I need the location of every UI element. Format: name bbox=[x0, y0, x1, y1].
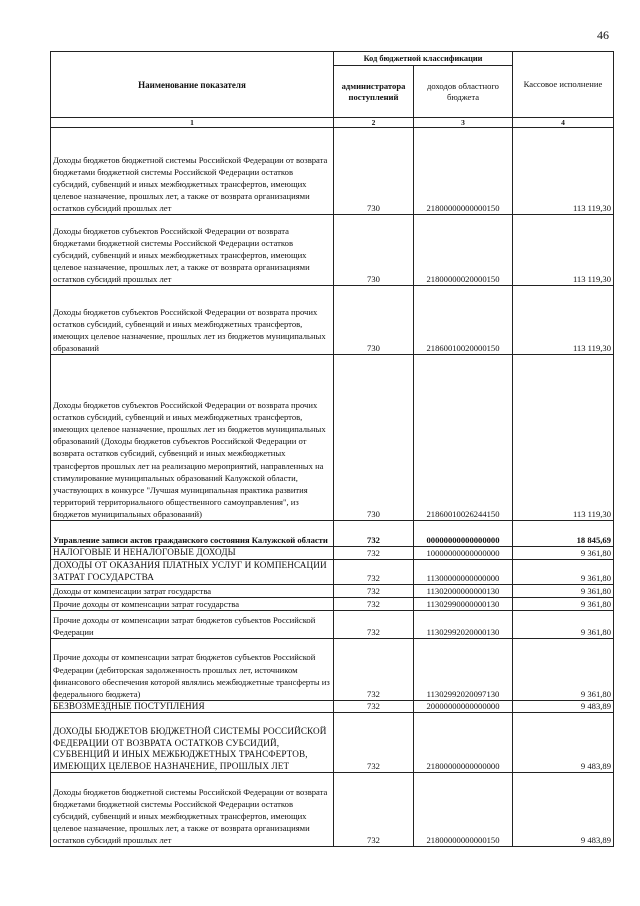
row-administrator-code: 730 bbox=[334, 286, 414, 355]
row-execution-amount: 113 119,30 bbox=[513, 355, 614, 521]
header-cash-execution: Кассовое исполнение bbox=[513, 52, 614, 118]
row-revenue-code: 11302990000000130 bbox=[414, 597, 513, 610]
column-number: 3 bbox=[414, 118, 513, 128]
header-budget-classification-code: Код бюджетной классификации bbox=[334, 52, 513, 66]
table-row bbox=[51, 286, 614, 355]
column-number: 1 bbox=[51, 118, 334, 128]
row-name: Прочие доходы от компенсации затрат бюджетов субъектов Российской Федерации bbox=[51, 610, 334, 638]
row-administrator-code: 732 bbox=[334, 773, 414, 847]
row-execution-amount: 113 119,30 bbox=[513, 215, 614, 286]
budget-execution-table bbox=[50, 51, 614, 847]
row-name: Доходы от компенсации затрат государства bbox=[51, 584, 334, 597]
table-row bbox=[51, 355, 614, 521]
row-administrator-code: 732 bbox=[334, 521, 414, 547]
row-revenue-code: 11302992020097130 bbox=[414, 638, 513, 700]
row-revenue-code: 10000000000000000 bbox=[414, 547, 513, 560]
row-name: Прочие доходы от компенсации затрат бюджетов субъектов Российской Федерации (дебиторская задолженность прошлых лет, источником финансового обеспечения которой являлись межбюджетные трансферты из федерального бюджета) bbox=[51, 638, 334, 700]
table-row bbox=[51, 713, 614, 773]
table-row bbox=[51, 559, 614, 584]
table-row bbox=[51, 128, 614, 215]
row-execution-amount: 9 483,89 bbox=[513, 713, 614, 773]
row-revenue-code: 11302000000000130 bbox=[414, 584, 513, 597]
row-administrator-code: 732 bbox=[334, 610, 414, 638]
row-administrator-code: 730 bbox=[334, 215, 414, 286]
table-row bbox=[51, 638, 614, 700]
row-administrator-code: 732 bbox=[334, 597, 414, 610]
row-execution-amount: 9 361,80 bbox=[513, 597, 614, 610]
row-revenue-code: 21800000000000150 bbox=[414, 773, 513, 847]
row-name: ДОХОДЫ БЮДЖЕТОВ БЮДЖЕТНОЙ СИСТЕМЫ РОССИЙСКОЙ ФЕДЕРАЦИИ ОТ ВОЗВРАТА ОСТАТКОВ СУБСИДИЙ, СУБВЕНЦИЙ И ИНЫХ МЕЖБЮДЖЕТНЫХ ТРАНСФЕРТОВ, ИМЕЮЩИХ ЦЕЛЕВОЕ НАЗНАЧЕНИЕ, ПРОШЛЫХ ЛЕТ bbox=[51, 713, 334, 773]
row-revenue-code: 21800000000000150 bbox=[414, 128, 513, 215]
table-row bbox=[51, 584, 614, 597]
column-number: 4 bbox=[513, 118, 614, 128]
header-regional-budget-revenue: доходов областного бюджета bbox=[414, 66, 513, 118]
row-execution-amount: 9 361,80 bbox=[513, 638, 614, 700]
row-administrator-code: 732 bbox=[334, 547, 414, 560]
row-revenue-code: 11300000000000000 bbox=[414, 559, 513, 584]
table-row bbox=[51, 597, 614, 610]
table-row bbox=[51, 521, 614, 547]
row-execution-amount: 113 119,30 bbox=[513, 286, 614, 355]
row-administrator-code: 732 bbox=[334, 559, 414, 584]
row-revenue-code: 21860010020000150 bbox=[414, 286, 513, 355]
row-name: Управление записи актов гражданского состояния Калужской области bbox=[51, 521, 334, 547]
row-name: БЕЗВОЗМЕЗДНЫЕ ПОСТУПЛЕНИЯ bbox=[51, 700, 334, 713]
table-row bbox=[51, 700, 614, 713]
row-administrator-code: 732 bbox=[334, 700, 414, 713]
table-row bbox=[51, 773, 614, 847]
row-revenue-code: 21800000020000150 bbox=[414, 215, 513, 286]
row-name: Доходы бюджетов субъектов Российской Федерации от возврата прочих остатков субсидий, субвенций и иных межбюджетных трансфертов, имеющих целевое назначение, прошлых лет из бюджетов муниципальных образований (Доходы бюджетов субъектов Российской Федерации от возврата остатков субсидий, субвенций и иных межбюджетных трансфертов прошлых лет на реализацию мероприятий, направленных на стимулирование муниципальных образований Калужской области, участвующих в конкурсе "Лучшая муниципальная практика развития территорий территориального общественного самоуправления", из бюджетов муниципальных образований) bbox=[51, 355, 334, 521]
row-execution-amount: 9 361,80 bbox=[513, 610, 614, 638]
row-administrator-code: 732 bbox=[334, 638, 414, 700]
row-execution-amount: 9 361,80 bbox=[513, 547, 614, 560]
row-name: ДОХОДЫ ОТ ОКАЗАНИЯ ПЛАТНЫХ УСЛУГ И КОМПЕНСАЦИИ ЗАТРАТ ГОСУДАРСТВА bbox=[51, 559, 334, 584]
row-revenue-code: 11302992020000130 bbox=[414, 610, 513, 638]
row-execution-amount: 9 361,80 bbox=[513, 559, 614, 584]
row-name: НАЛОГОВЫЕ И НЕНАЛОГОВЫЕ ДОХОДЫ bbox=[51, 547, 334, 560]
row-execution-amount: 9 483,89 bbox=[513, 700, 614, 713]
table-row bbox=[51, 610, 614, 638]
column-number: 2 bbox=[334, 118, 414, 128]
row-execution-amount: 9 361,80 bbox=[513, 584, 614, 597]
row-revenue-code: 20000000000000000 bbox=[414, 700, 513, 713]
row-name: Доходы бюджетов бюджетной системы Российской Федерации от возврата бюджетами бюджетной системы Российской Федерации остатков субсидий, субвенций и иных межбюджетных трансфертов, имеющих целевое назначение, прошлых лет, а также от возврата организациями остатков субсидий прошлых лет bbox=[51, 128, 334, 215]
row-execution-amount: 18 845,69 bbox=[513, 521, 614, 547]
row-name: Доходы бюджетов субъектов Российской Федерации от возврата прочих остатков субсидий, субвенций и иных межбюджетных трансфертов, имеющих целевое назначение, прошлых лет из бюджетов муниципальных образований bbox=[51, 286, 334, 355]
row-name: Прочие доходы от компенсации затрат государства bbox=[51, 597, 334, 610]
header-indicator-name: Наименование показателя bbox=[51, 52, 334, 118]
row-administrator-code: 730 bbox=[334, 128, 414, 215]
row-administrator-code: 730 bbox=[334, 355, 414, 521]
row-administrator-code: 732 bbox=[334, 713, 414, 773]
row-execution-amount: 113 119,30 bbox=[513, 128, 614, 215]
header-administrator: администратора поступлений bbox=[334, 66, 414, 118]
table-row bbox=[51, 215, 614, 286]
table-row bbox=[51, 547, 614, 560]
row-name: Доходы бюджетов субъектов Российской Федерации от возврата бюджетами бюджетной системы Российской Федерации остатков субсидий, субвенций и иных межбюджетных трансфертов, имеющих целевое назначение, прошлых лет, а также от возврата организациями остатков субсидий прошлых лет bbox=[51, 215, 334, 286]
row-name: Доходы бюджетов бюджетной системы Российской Федерации от возврата бюджетами бюджетной системы Российской Федерации остатков субсидий, субвенций и иных межбюджетных трансфертов, имеющих целевое назначение, прошлых лет, а также от возврата организациями остатков субсидий прошлых лет bbox=[51, 773, 334, 847]
row-revenue-code: 21860010026244150 bbox=[414, 355, 513, 521]
row-revenue-code: 21800000000000000 bbox=[414, 713, 513, 773]
row-administrator-code: 732 bbox=[334, 584, 414, 597]
row-revenue-code: 00000000000000000 bbox=[414, 521, 513, 547]
row-execution-amount: 9 483,89 bbox=[513, 773, 614, 847]
page-number: 46 bbox=[597, 28, 609, 42]
